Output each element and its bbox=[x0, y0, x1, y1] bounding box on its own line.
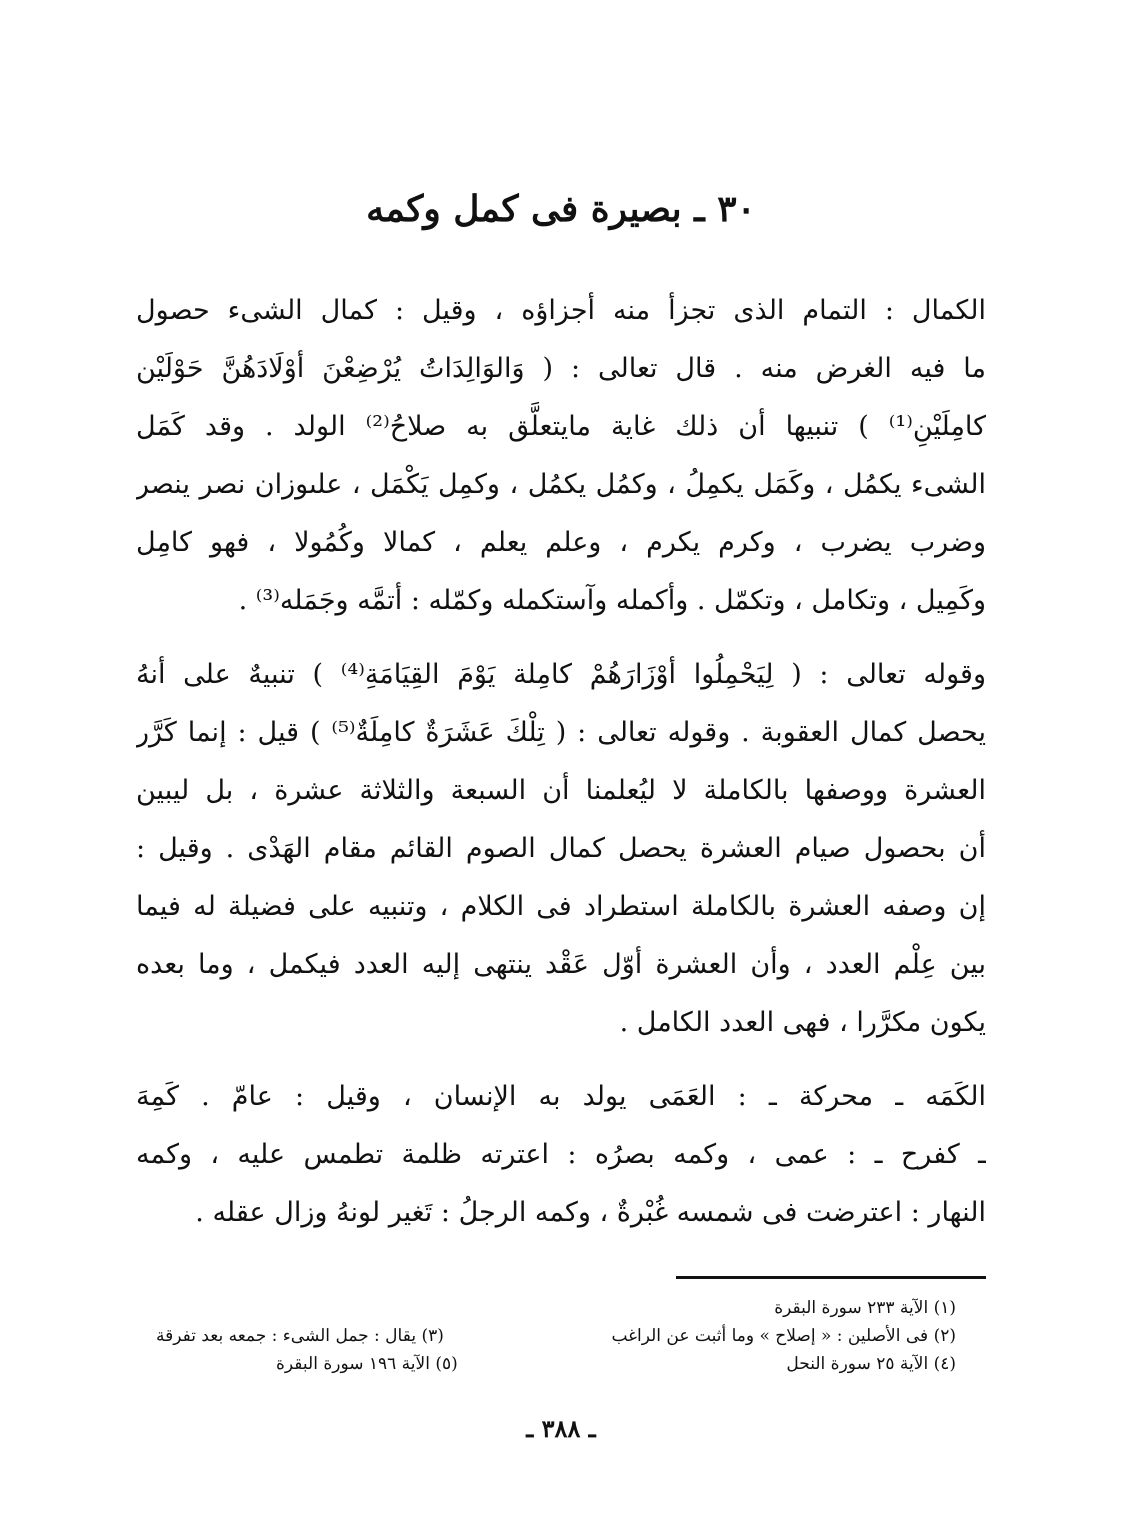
paragraph-kamah bbox=[136, 1068, 986, 1242]
paragraph-ashara bbox=[136, 646, 986, 1052]
footnote-3: (٣) يقال : جمل الشىء : جمعه بعد تفرقة bbox=[156, 1326, 444, 1346]
text-line: العشرة ووصفها بالكاملة لا ليُعلمنا أن السبعة والثلاثة عشرة ، بل ليبين bbox=[136, 775, 986, 806]
paragraph-kamal bbox=[136, 282, 986, 630]
text-line: ما فيه الغرض منه . قال تعالى : ( وَالوَالِدَاتُ يُرْضِعْنَ أوْلَادَهُنَّ حَوْلَيْن bbox=[136, 353, 986, 384]
footnote-4: (٤) الآية ٢٥ سورة النحل bbox=[786, 1354, 956, 1374]
text-line: الكمال : التمام الذى تجزأ منه أجزاؤه ، وقيل : كمال الشىء حصول bbox=[136, 295, 986, 326]
footnote-1: (١) الآية ٢٣٣ سورة البقرة bbox=[774, 1298, 956, 1318]
text-line: الكَمَه ـ محركة ـ : العَمَى يولد به الإنسان ، وقيل : عامّ . كَمِهَ bbox=[136, 1081, 986, 1112]
text-line: يحصل كمال العقوبة . وقوله تعالى : ( تِلْكَ عَشَرَةٌ كامِلَةٌ⁽⁵⁾ ) قيل : إنما كَرَّر bbox=[136, 717, 986, 748]
footnote-5: (٥) الآية ١٩٦ سورة البقرة bbox=[276, 1354, 458, 1374]
text-line: وقوله تعالى : ( لِيَحْمِلُوا أوْزَارَهُمْ كامِلة يَوْمَ القِيَامَةِ⁽⁴⁾ ) تنبيهٌ على أنهُ bbox=[136, 659, 986, 690]
text-line: إن وصفه العشرة بالكاملة استطراد فى الكلام ، وتنبيه على فضيلة له فيما bbox=[136, 891, 986, 922]
footnote-row bbox=[156, 1294, 956, 1322]
text-line: الشىء يكمُل ، وكَمَل يكمِلُ ، وكمُل يكمُل ، وكمِل يَكْمَل ، علىوزان نصر ينصر bbox=[136, 469, 986, 500]
footnote-divider bbox=[676, 1276, 986, 1279]
footnotes bbox=[156, 1294, 956, 1378]
text-line: بين عِلْم العدد ، وأن العشرة أوّل عَقْد ينتهى إليه العدد فيكمل ، وما بعده bbox=[136, 949, 986, 980]
text-line: أن بحصول صيام العشرة يحصل كمال الصوم القائم مقام الهَدْى . وقيل : bbox=[136, 833, 986, 864]
text-line: وكَمِيل ، وتكامل ، وتكمّل . وأكمله وآستكمله وكمّله : أتمَّه وجَمَله⁽³⁾ . bbox=[238, 585, 986, 616]
text-line: كامِلَيْنِ⁽¹⁾ ) تنبيها أن ذلك غاية مايتعلَّق به صلاحُ⁽²⁾ الولد . وقد كَمَل bbox=[136, 411, 986, 442]
text-line: ـ كفرح ـ : عمى ، وكمه بصرُه : اعترته ظلمة تطمس عليه ، وكمه bbox=[136, 1139, 986, 1170]
text-line: النهار : اعترضت فى شمسه غُبْرةٌ ، وكمه الرجلُ : تَغير لونهُ وزال عقله . bbox=[195, 1197, 986, 1228]
footnote-row bbox=[156, 1350, 956, 1378]
body-text bbox=[136, 282, 986, 1242]
text-line: وضرب يضرب ، وكرم يكرم ، وعلم يعلم ، كمالا وكُمُولا ، فهو كامِل bbox=[136, 527, 986, 558]
page-number: ـ ٣٨٨ ـ bbox=[526, 1414, 596, 1443]
text-line: يكون مكرَّرا ، فهى العدد الكامل . bbox=[619, 1007, 986, 1038]
footnote-row bbox=[156, 1322, 956, 1350]
page-title: ٣٠ ـ بصيرة فى كمل وكمه bbox=[366, 188, 756, 230]
footnote-2: (٢) فى الأصلين : « إصلاح » وما أثبت عن الراغب bbox=[611, 1326, 956, 1346]
